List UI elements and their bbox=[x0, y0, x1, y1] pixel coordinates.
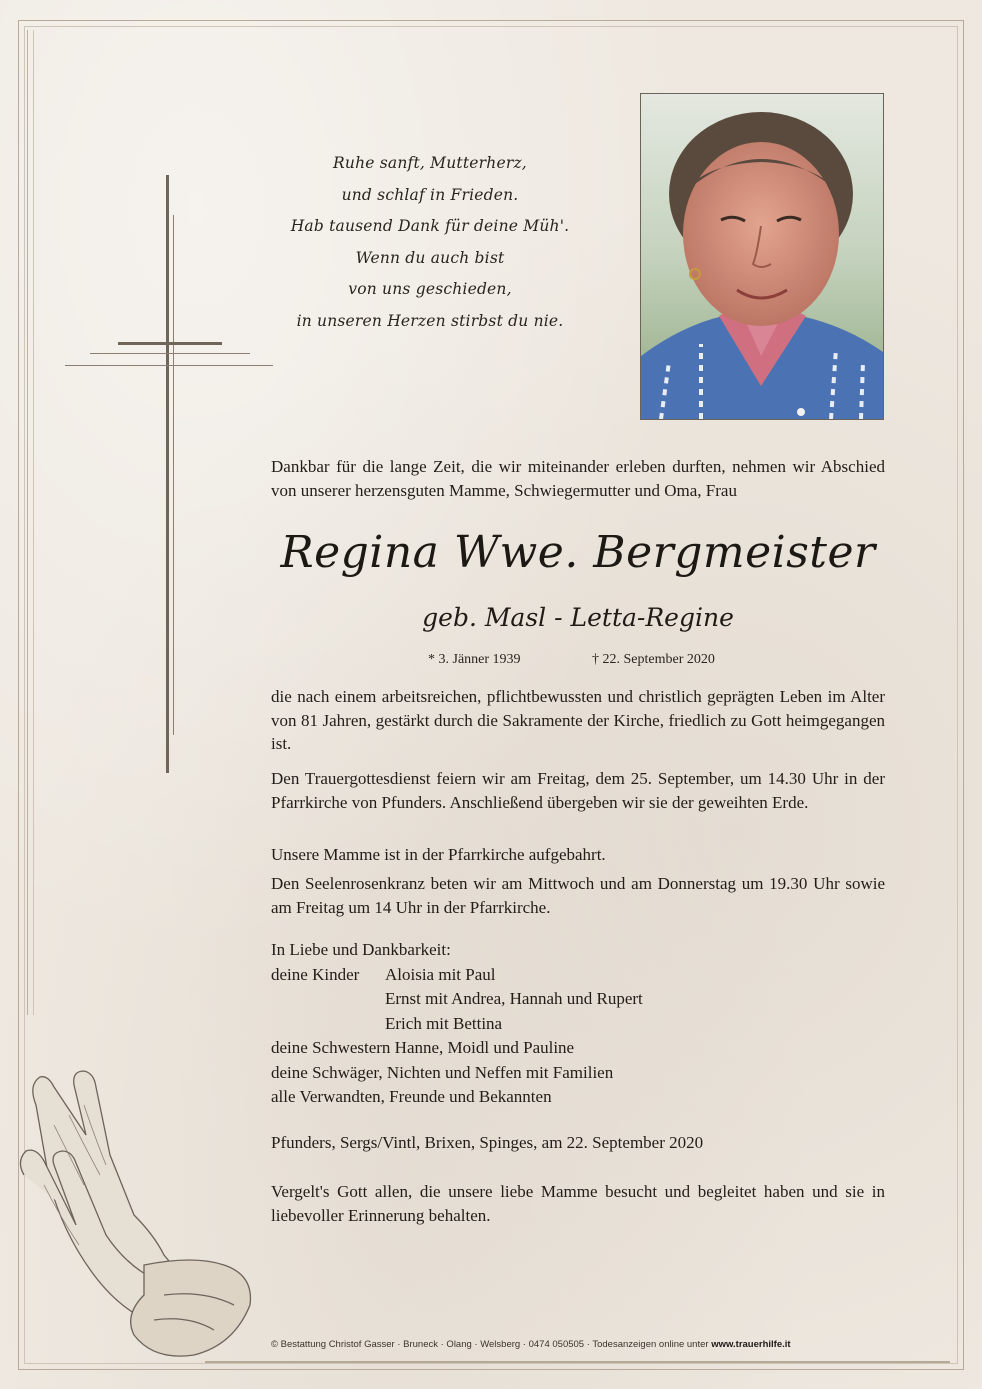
poem-line: und schlaf in Frieden. bbox=[341, 185, 519, 204]
birth-date: * 3. Jänner 1939 bbox=[428, 652, 521, 667]
poem-line: von uns geschieden, bbox=[348, 280, 512, 298]
intro-text: Dankbar für die lange Zeit, die wir miteinander erleben durften, nehmen wir Abschied von unserer herzensguten Mamme, Schwiegermutter und Oma, Frau bbox=[271, 457, 885, 500]
bottom-rule bbox=[205, 1361, 950, 1363]
mourner-entry: alle Verwandten, Freunde und Bekannten bbox=[271, 1087, 552, 1106]
child-entry: Ernst mit Andrea, Hannah und Rupert bbox=[385, 989, 643, 1008]
portrait-illustration bbox=[641, 94, 883, 419]
mourners-list bbox=[271, 938, 885, 1110]
poem-line: Wenn du auch bist bbox=[355, 248, 505, 267]
mourners-heading: In Liebe und Dankbarkeit: bbox=[271, 940, 451, 959]
footer bbox=[271, 1339, 885, 1350]
praying-hands-icon bbox=[14, 1065, 254, 1365]
child-entry: Aloisia mit Paul bbox=[385, 964, 496, 984]
children-row bbox=[271, 963, 885, 988]
footer-text: © Bestattung Christof Gasser · Bruneck · Olang · Welsberg · 0474 050505 · Todesanzeigen online unter bbox=[271, 1339, 709, 1350]
left-rule bbox=[27, 30, 28, 1015]
laid-out-paragraph: Unsere Mamme ist in der Pfarrkirche aufgebahrt. bbox=[271, 845, 606, 864]
poem-line: in unseren Herzen stirbst du nie. bbox=[296, 311, 564, 330]
death-date: † 22. September 2020 bbox=[592, 652, 715, 667]
poem bbox=[285, 148, 575, 337]
child-entry: Erich mit Bettina bbox=[385, 1013, 503, 1033]
poem-line: Hab tausend Dank für deine Müh'. bbox=[290, 217, 570, 235]
life-paragraph: die nach einem arbeitsreichen, pflichtbewussten und christlich geprägten Leben im Alter von 81 Jahren, gestärkt durch die Sakramente der Kirche, friedlich zu Gott heimgegangen ist. bbox=[271, 687, 885, 753]
maiden-name: geb. Masl - Letta-Regine bbox=[422, 603, 734, 632]
place-date: Pfunders, Sergs/Vintl, Brixen, Spinges, am 22. September 2020 bbox=[271, 1133, 704, 1152]
funeral-paragraph: Den Trauergottesdienst feiern wir am Freitag, dem 25. September, um 14.30 Uhr in der Pfarrkirche von Pfunders. Anschließend übergeben wir sie der geweihten Erde. bbox=[271, 769, 885, 812]
closing-thanks: Vergelt's Gott allen, die unsere liebe Mamme besucht und begleitet haben und sie in liebevoller Erinnerung behalten. bbox=[271, 1182, 885, 1225]
children-label: deine Kinder bbox=[271, 964, 360, 984]
mourner-entry: deine Schwestern Hanne, Moidl und Pauline bbox=[271, 1038, 575, 1057]
footer-link[interactable]: www.trauerhilfe.it bbox=[711, 1339, 791, 1350]
left-rule bbox=[33, 30, 34, 1015]
rosary-paragraph: Den Seelenrosenkranz beten wir am Mittwoch und am Donnerstag um 19.30 Uhr sowie am Freitag um 14 Uhr in der Pfarrkirche. bbox=[271, 874, 885, 917]
cross-icon bbox=[60, 175, 280, 775]
mourner-entry: deine Schwäger, Nichten und Neffen mit Familien bbox=[271, 1062, 614, 1082]
poem-line: Ruhe sanft, Mutterherz, bbox=[333, 154, 527, 172]
portrait-photo bbox=[640, 93, 884, 420]
deceased-name: Regina Wwe. Bergmeister bbox=[280, 527, 876, 578]
